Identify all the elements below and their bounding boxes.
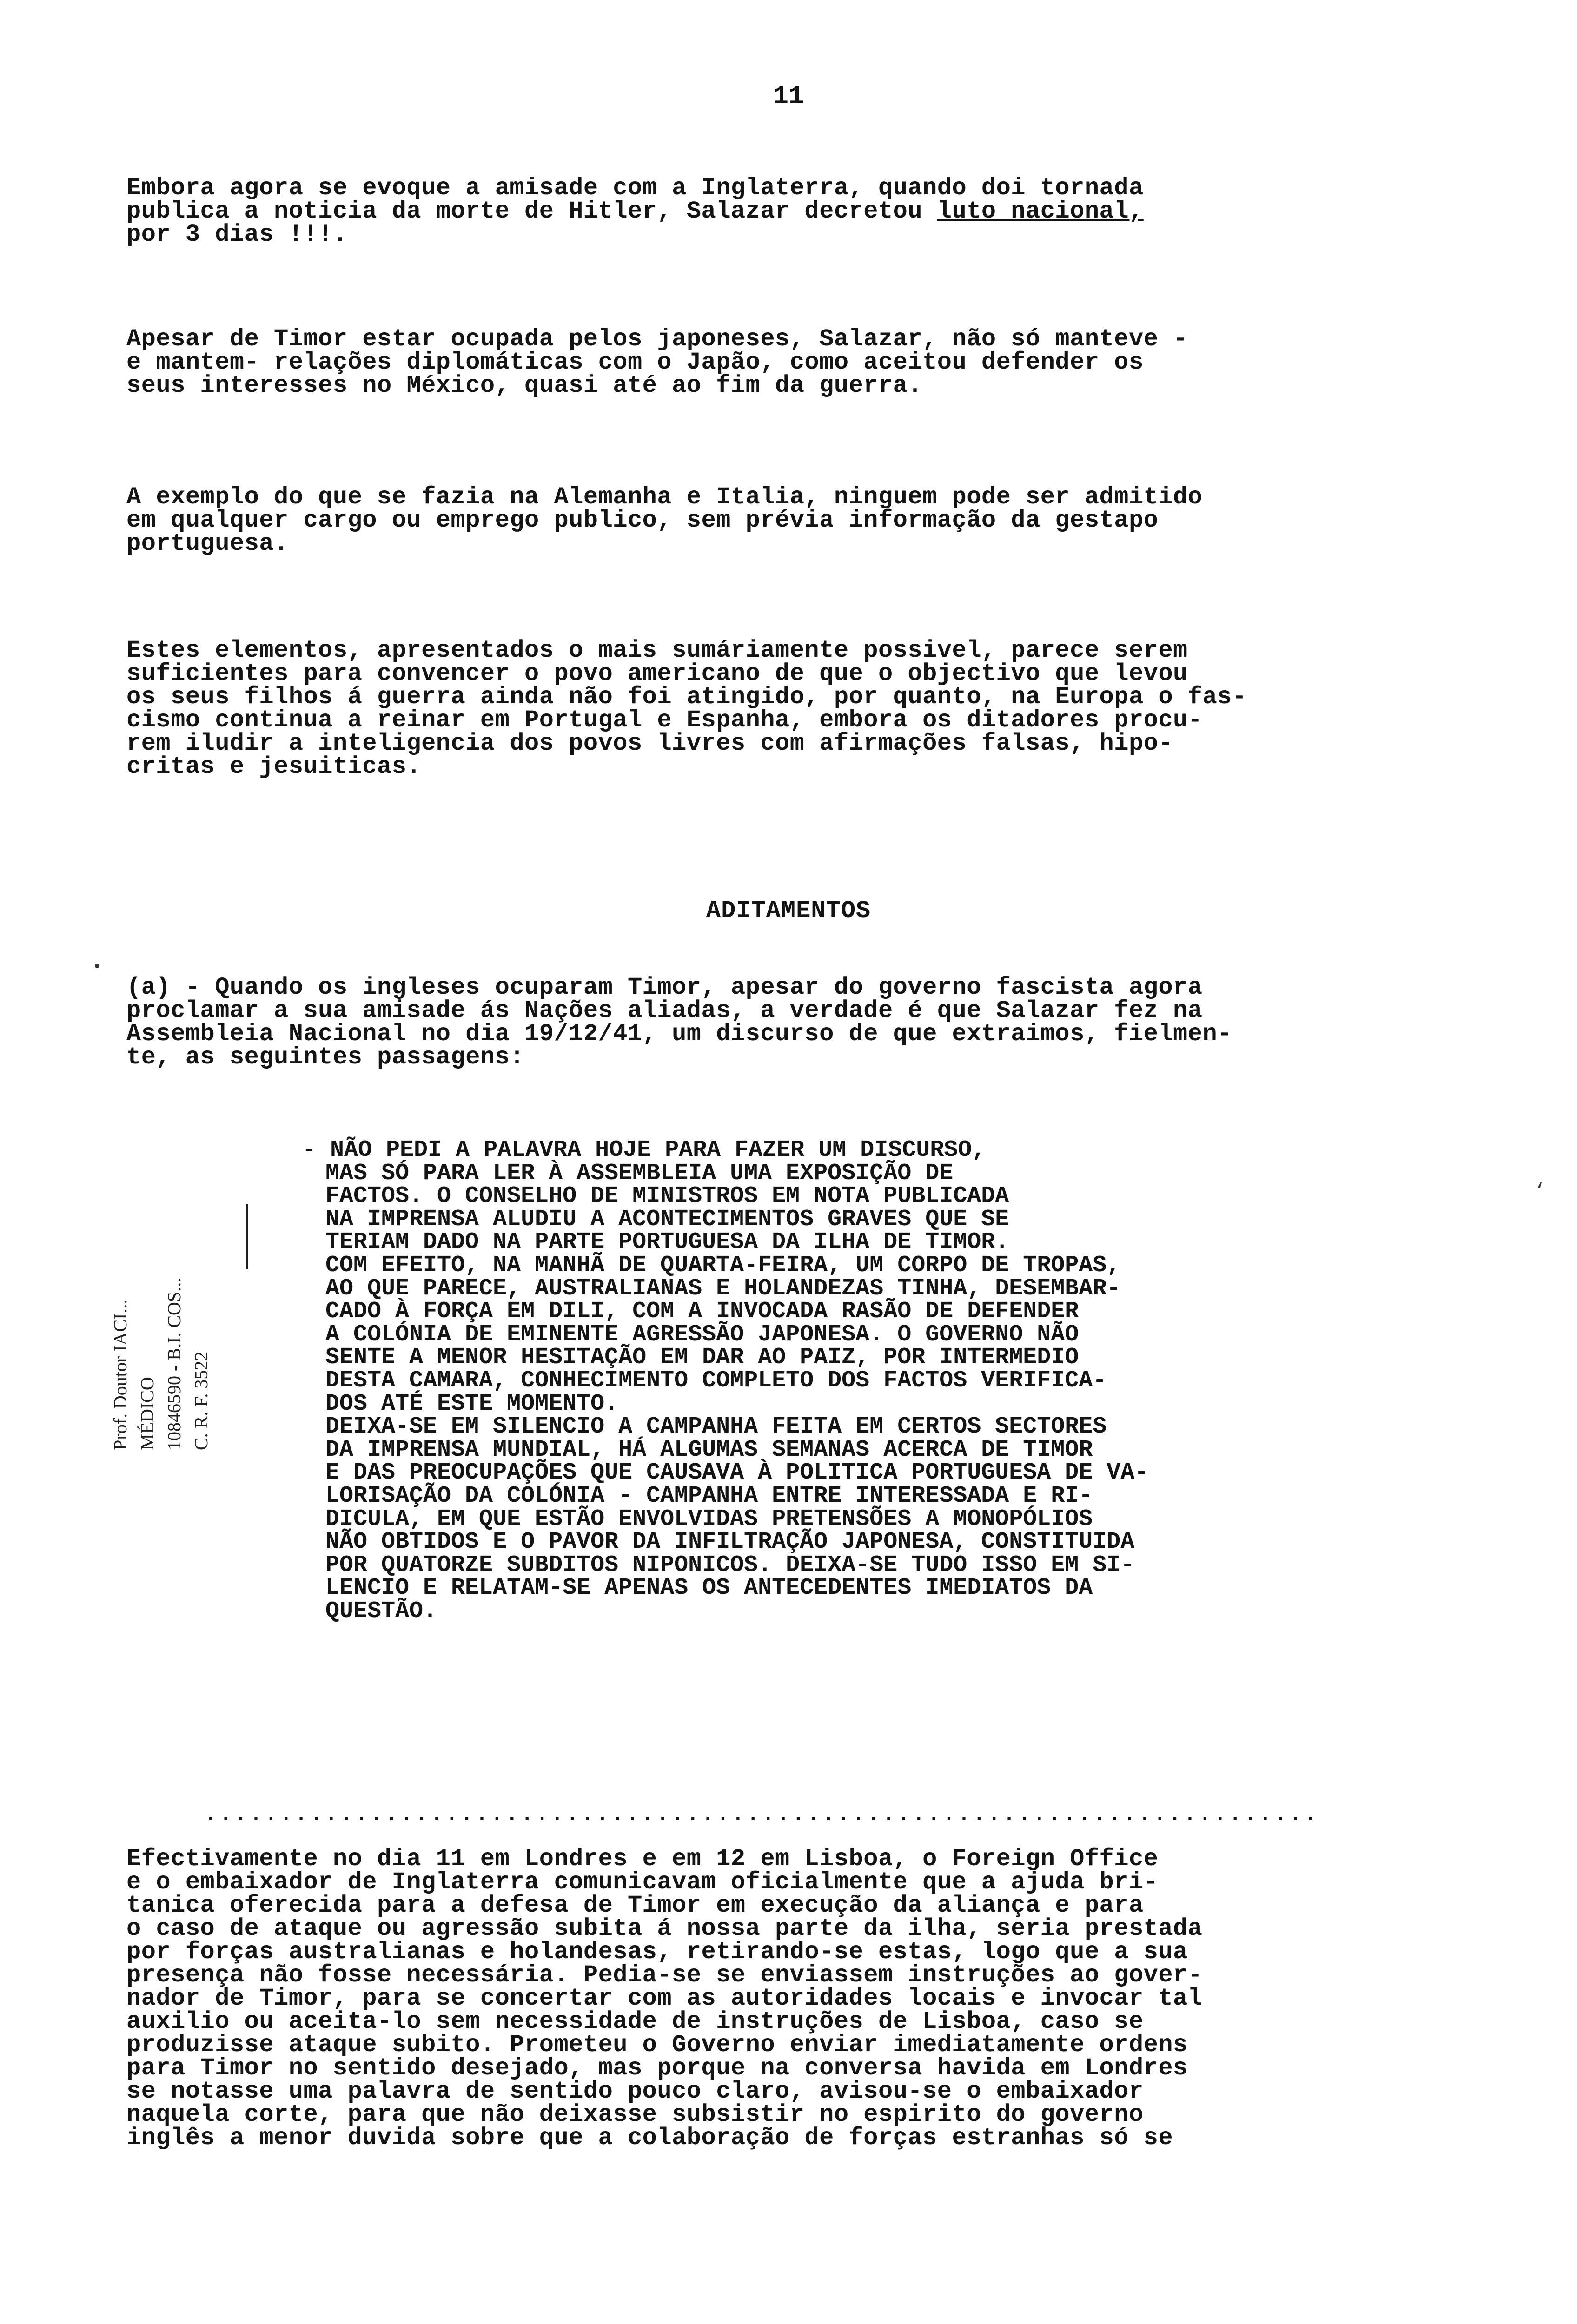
text-line: suficientes para convencer o povo americano de que o objectivo que levou [126,660,1188,687]
quote-line: COM EFEITO, NA MANHÃ DE QUARTA-FEIRA, UM CORPO DE TROPAS, [325,1252,1121,1279]
margin-mark: ‘ [1534,1181,1546,1202]
text-line: A exemplo do que se fazia na Alemanha e Italia, ninguem pode ser admitido [126,483,1203,511]
text-line: em qualquer cargo ou emprego publico, sem prévia informação da gestapo [126,507,1159,534]
quote-line: CADO À FORÇA EM DILI, COM A INVOCADA RASÃO DE DEFENDER [325,1298,1079,1325]
quote-line: MAS SÓ PARA LER À ASSEMBLEIA UMA EXPOSIÇÃO DE [325,1160,954,1187]
quote-line: A COLÓNIA DE EMINENTE AGRESSÃO JAPONESA. O GOVERNO NÃO [325,1321,1079,1348]
stamp-line: MÉDICO [137,1377,158,1450]
text-line: proclamar a sua amisade ás Nações aliadas, a verdade é que Salazar fez na [126,997,1203,1024]
paragraph-gestapo [126,483,1503,557]
stamp-line: C. R. F. 3522 [191,1351,212,1450]
quote-line: DA IMPRENSA MUNDIAL, HÁ ALGUMAS SEMANAS ACERCA DE TIMOR [325,1436,1093,1463]
quote-line: AO QUE PARECE, AUSTRALIANAS E HOLANDEZAS TINHA, DESEMBAR- [325,1275,1121,1302]
quote-line: LENCIO E RELATAM-SE APENAS OS ANTECEDENTES IMEDIATOS DA [325,1575,1093,1602]
text-line: te, as seguintes passagens: [126,1043,525,1071]
quote-line: DICULA, EM QUE ESTÃO ENVOLVIDAS PRETENSÕES A MONOPÓLIOS [325,1505,1093,1532]
quote-line: E DAS PREOCUPAÇÕES QUE CAUSAVA À POLITICA PORTUGUESA DE VA- [325,1459,1149,1486]
text-line: presença não fosse necessária. Pedia-se se enviassem instruções ao gover- [126,1961,1203,1989]
quote-line: DEIXA-SE EM SILENCIO A CAMPANHA FEITA EM CERTOS SECTORES [325,1413,1107,1440]
stamp-line: 10846590 - B.I. COS... [164,1277,185,1450]
text-line: os seus filhos á guerra ainda não foi atingido, por quanto, na Europa o fas- [126,683,1247,711]
text-line: seus interesses no México, quasi até ao fim da guerra. [126,372,923,399]
section-heading: ADITAMENTOS [706,897,871,924]
dotted-separator: .......................................................................... [205,1803,1319,1827]
text-line: produzisse ataque subito. Prometeu o Governo enviar imediatamente ordens [126,2031,1188,2059]
paragraph-timor-japan [126,325,1503,399]
quote-line: NA IMPRENSA ALUDIU A ACONTECIMENTOS GRAVES QUE SE [325,1206,1009,1233]
text-line: e mantem- relações diplomáticas com o Japão, como aceitou defender os [126,349,1144,376]
text-line: Efectivamente no dia 11 em Londres e em 12 em Lisboa, o Foreign Office [126,1845,1159,1873]
text-line: auxilio ou aceita-lo sem necessidade de instruções de Lisboa, caso se [126,2008,1144,2035]
quoted-speech [302,1137,1441,1624]
text-line: se notasse uma palavra de sentido pouco claro, avisou-se o embaixador [126,2078,1144,2105]
text-line: rem iludir a inteligencia dos povos livres com afirmações falsas, hipo- [126,730,1173,757]
text-line: para Timor no sentido desejado, mas porque na conversa havida em Londres [126,2054,1188,2082]
text-line: inglês a menor duvida sobre que a colaboração de forças estranhas só se [126,2124,1173,2152]
text-line: (a) - Quando os ingleses ocuparam Timor, apesar do governo fascista agora [126,974,1203,1001]
text-line: Embora agora se evoque a amisade com a Inglaterra, quando doi tornada [126,174,1144,202]
quote-line: DESTA CAMARA, CONHECIMENTO COMPLETO DOS FACTOS VERIFICA- [325,1367,1107,1394]
text-line: naquela corte, para que não deixasse subsistir no espirito do governo [126,2101,1144,2128]
text-line: cismo continua a reinar em Portugal e Espanha, embora os ditadores procu- [126,706,1203,734]
text-line: portuguesa. [126,530,289,557]
text-line: nador de Timor, para se concertar com as autoridades locais e invocar tal [126,1985,1203,2012]
text-line: Assembleia Nacional no dia 19/12/41, um discurso de que extraimos, fielmen- [126,1020,1232,1048]
paragraph-hitler-mourning [126,174,1503,248]
text-line: por 3 dias !!!. [126,221,348,248]
quote-line: DOS ATÉ ESTE MOMENTO. [325,1390,619,1417]
quote-line: - NÃO PEDI A PALAVRA HOJE PARA FAZER UM DISCURSO, [302,1137,986,1163]
underlined-text: luto nacional, [937,198,1144,225]
text-line: Apesar de Timor estar ocupada pelos japoneses, Salazar, não só manteve - [126,325,1188,353]
stamp-text [107,1190,215,1450]
page-number: 11 [773,81,804,111]
quote-line: LORISAÇÃO DA COLÓNIA - CAMPANHA ENTRE INTERESSADA E RI- [325,1482,1093,1509]
paragraph-foreign-office [126,1845,1503,2152]
text-line: tanica oferecida para a defesa de Timor em execução da aliança e para [126,1892,1144,1919]
text-line: o caso de ataque ou agressão subita á nossa parte da ilha, seria prestada [126,1915,1203,1942]
paragraph-timor-occupation [126,976,1503,1069]
quote-line: QUESTÃO. [325,1598,437,1624]
quote-line: NÃO OBTIDOS E O PAVOR DA INFILTRAÇÃO JAPONESA, CONSTITUIDA [325,1529,1135,1556]
text-line: por forças australianas e holandesas, retirando-se estas, logo que a sua [126,1938,1188,1966]
notary-stamp [107,1190,260,1450]
margin-dot: • [92,957,102,977]
stamp-rule [246,1204,248,1269]
paragraph-american-people [126,639,1503,779]
text-line: Estes elementos, apresentados o mais sumáriamente possivel, parece serem [126,637,1188,664]
quote-line: TERIAM DADO NA PARTE PORTUGUESA DA ILHA DE TIMOR. [325,1229,1009,1256]
text-segment: publica a noticia da morte de Hitler, Salazar decretou [126,198,937,225]
quote-line: POR QUATORZE SUBDITOS NIPONICOS. DEIXA-SE TUDO ISSO EM SI- [325,1552,1135,1578]
quote-line: FACTOS. O CONSELHO DE MINISTROS EM NOTA PUBLICADA [325,1183,1009,1210]
text-line: critas e jesuiticas. [126,753,422,780]
quote-line: SENTE A MENOR HESITAÇÃO EM DAR AO PAIZ, POR INTERMEDIO [325,1344,1079,1371]
text-line: e o embaixador de Inglaterra comunicavam oficialmente que a ajuda bri- [126,1868,1159,1896]
text-line [126,200,1503,223]
stamp-line: Prof. Doutor IACI... [110,1299,131,1450]
